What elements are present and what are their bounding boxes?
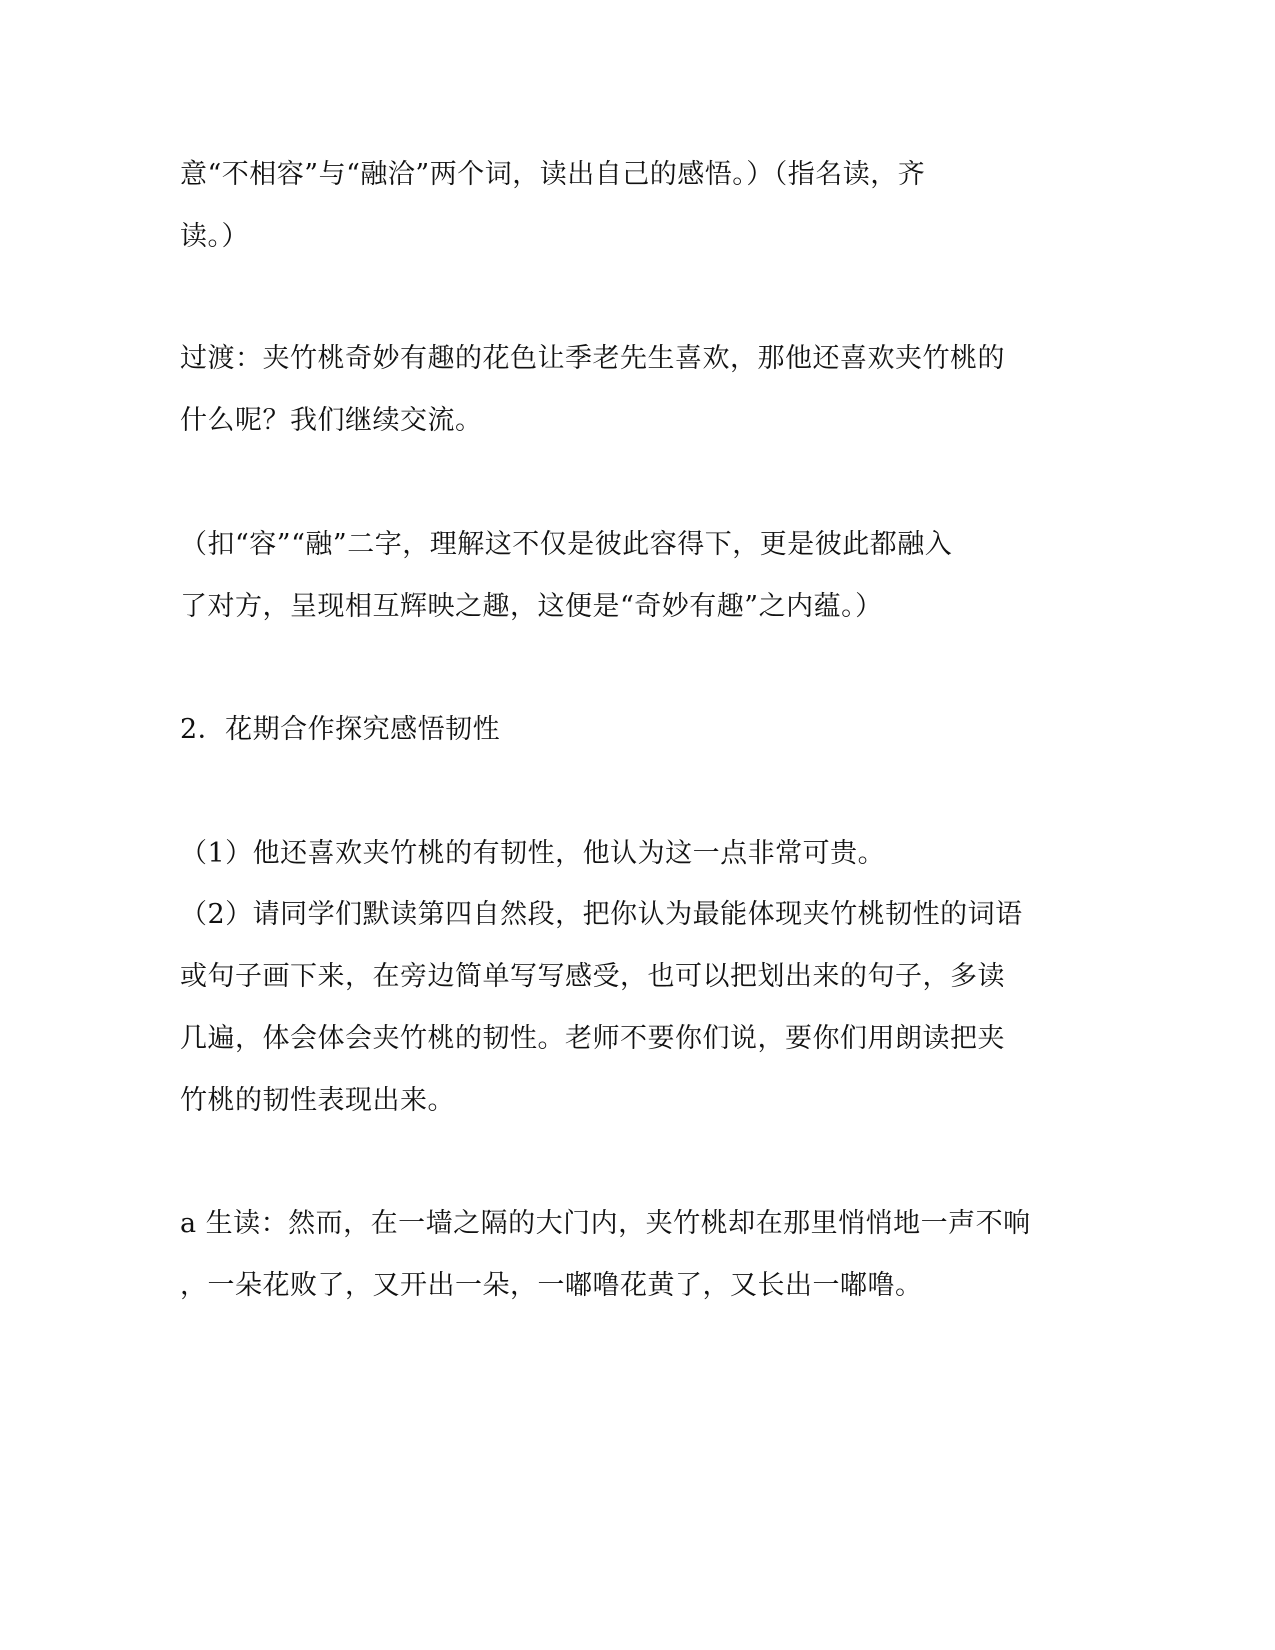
paragraph-6-line-1: a 生读：然而，在一墙之隔的大门内，夹竹桃却在那里悄悄地一声不响 — [180, 1208, 1031, 1239]
paragraph-5-line-2: （2）请同学们默读第四自然段，把你认为最能体现夹竹桃韧性的词语 — [180, 899, 1023, 930]
paragraph-3-line-2: 了对方，呈现相互辉映之趣，这便是“奇妙有趣”之内蕴。） — [180, 591, 883, 622]
section-heading: 2．花期合作探究感悟韧性 — [180, 714, 501, 745]
paragraph-2-line-2: 什么呢？我们继续交流。 — [180, 405, 483, 436]
paragraph-2-line-1: 过渡：夹竹桃奇妙有趣的花色让季老先生喜欢，那他还喜欢夹竹桃的 — [180, 343, 1005, 374]
paragraph-5-line-1: （1）他还喜欢夹竹桃的有韧性，他认为这一点非常可贵。 — [180, 838, 886, 869]
paragraph-6-line-2: ，一朵花败了，又开出一朵，一嘟噜花黄了，又长出一嘟噜。 — [180, 1270, 923, 1301]
paragraph-1-line-2: 读。） — [180, 221, 249, 252]
paragraph-5-line-3: 或句子画下来，在旁边简单写写感受，也可以把划出来的句子，多读 — [180, 961, 1005, 992]
paragraph-5-line-5: 竹桃的韧性表现出来。 — [180, 1085, 455, 1116]
paragraph-1-line-1: 意“不相容”与“融洽”两个词，读出自己的感悟。）（指名读，齐 — [180, 159, 926, 190]
paragraph-3-line-1: （扣“容”“融”二字，理解这不仅是彼此容得下，更是彼此都融入 — [180, 529, 953, 560]
paragraph-5-line-4: 几遍，体会体会夹竹桃的韧性。老师不要你们说，要你们用朗读把夹 — [180, 1023, 1005, 1054]
